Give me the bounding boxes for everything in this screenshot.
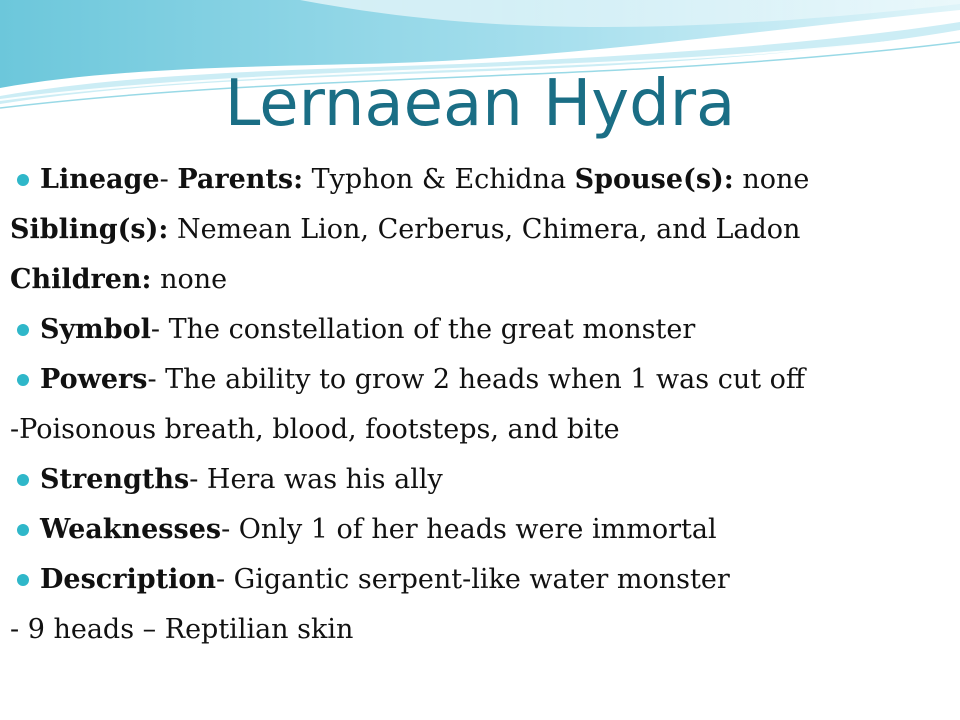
bold-label: Children:	[10, 264, 152, 295]
bullet-icon	[17, 574, 29, 586]
bold-label: Strengths	[40, 464, 190, 495]
bullet-icon	[17, 524, 29, 536]
continuation-line	[10, 605, 950, 655]
line-text	[10, 205, 800, 255]
bold-label: Weaknesses	[40, 514, 222, 545]
text-segment: -	[159, 164, 178, 195]
bullet-item	[10, 305, 950, 355]
bold-label: Lineage	[40, 164, 160, 195]
line-text	[40, 305, 695, 355]
text-segment: -Poisonous breath, blood, footsteps, and bite	[10, 414, 620, 445]
continuation-line	[10, 205, 950, 255]
bullet-item	[10, 455, 950, 505]
slide-title: Lernaean Hydra	[224, 67, 736, 141]
continuation-line	[10, 255, 950, 305]
continuation-line	[10, 405, 950, 455]
line-text	[40, 155, 809, 205]
bold-label: Powers	[40, 364, 148, 395]
bullet-item	[10, 155, 950, 205]
bullet-item	[10, 555, 950, 605]
bullet-icon	[17, 174, 29, 186]
text-segment: - 9 heads – Reptilian skin	[10, 614, 354, 645]
line-text	[10, 405, 620, 455]
bold-label: Description	[40, 564, 216, 595]
line-text	[40, 355, 805, 405]
bullet-icon	[17, 324, 29, 336]
line-text	[40, 555, 730, 605]
line-text	[10, 255, 227, 305]
text-segment: - Only 1 of her heads were immortal	[221, 514, 717, 545]
bold-label: Spouse(s):	[574, 164, 734, 195]
text-segment: Typhon & Echidna	[303, 164, 575, 195]
text-segment: - The ability to grow 2 heads when 1 was cut off	[147, 364, 806, 395]
bold-label: Symbol	[40, 314, 151, 345]
bullet-item	[10, 355, 950, 405]
text-segment: none	[733, 164, 810, 195]
text-segment: none	[151, 264, 228, 295]
bullet-item	[10, 505, 950, 555]
text-segment: - Gigantic serpent-like water monster	[215, 564, 730, 595]
bullet-icon	[17, 374, 29, 386]
bold-label: Parents:	[177, 164, 304, 195]
text-segment: - The constellation of the great monster	[150, 314, 696, 345]
line-text	[40, 505, 717, 555]
line-text	[10, 605, 353, 655]
text-segment: - Hera was his ally	[189, 464, 443, 495]
bullet-icon	[17, 474, 29, 486]
slide-content	[10, 155, 950, 655]
bold-label: Sibling(s):	[10, 214, 169, 245]
text-segment: Nemean Lion, Cerberus, Chimera, and Ladon	[168, 214, 801, 245]
line-text	[40, 455, 443, 505]
